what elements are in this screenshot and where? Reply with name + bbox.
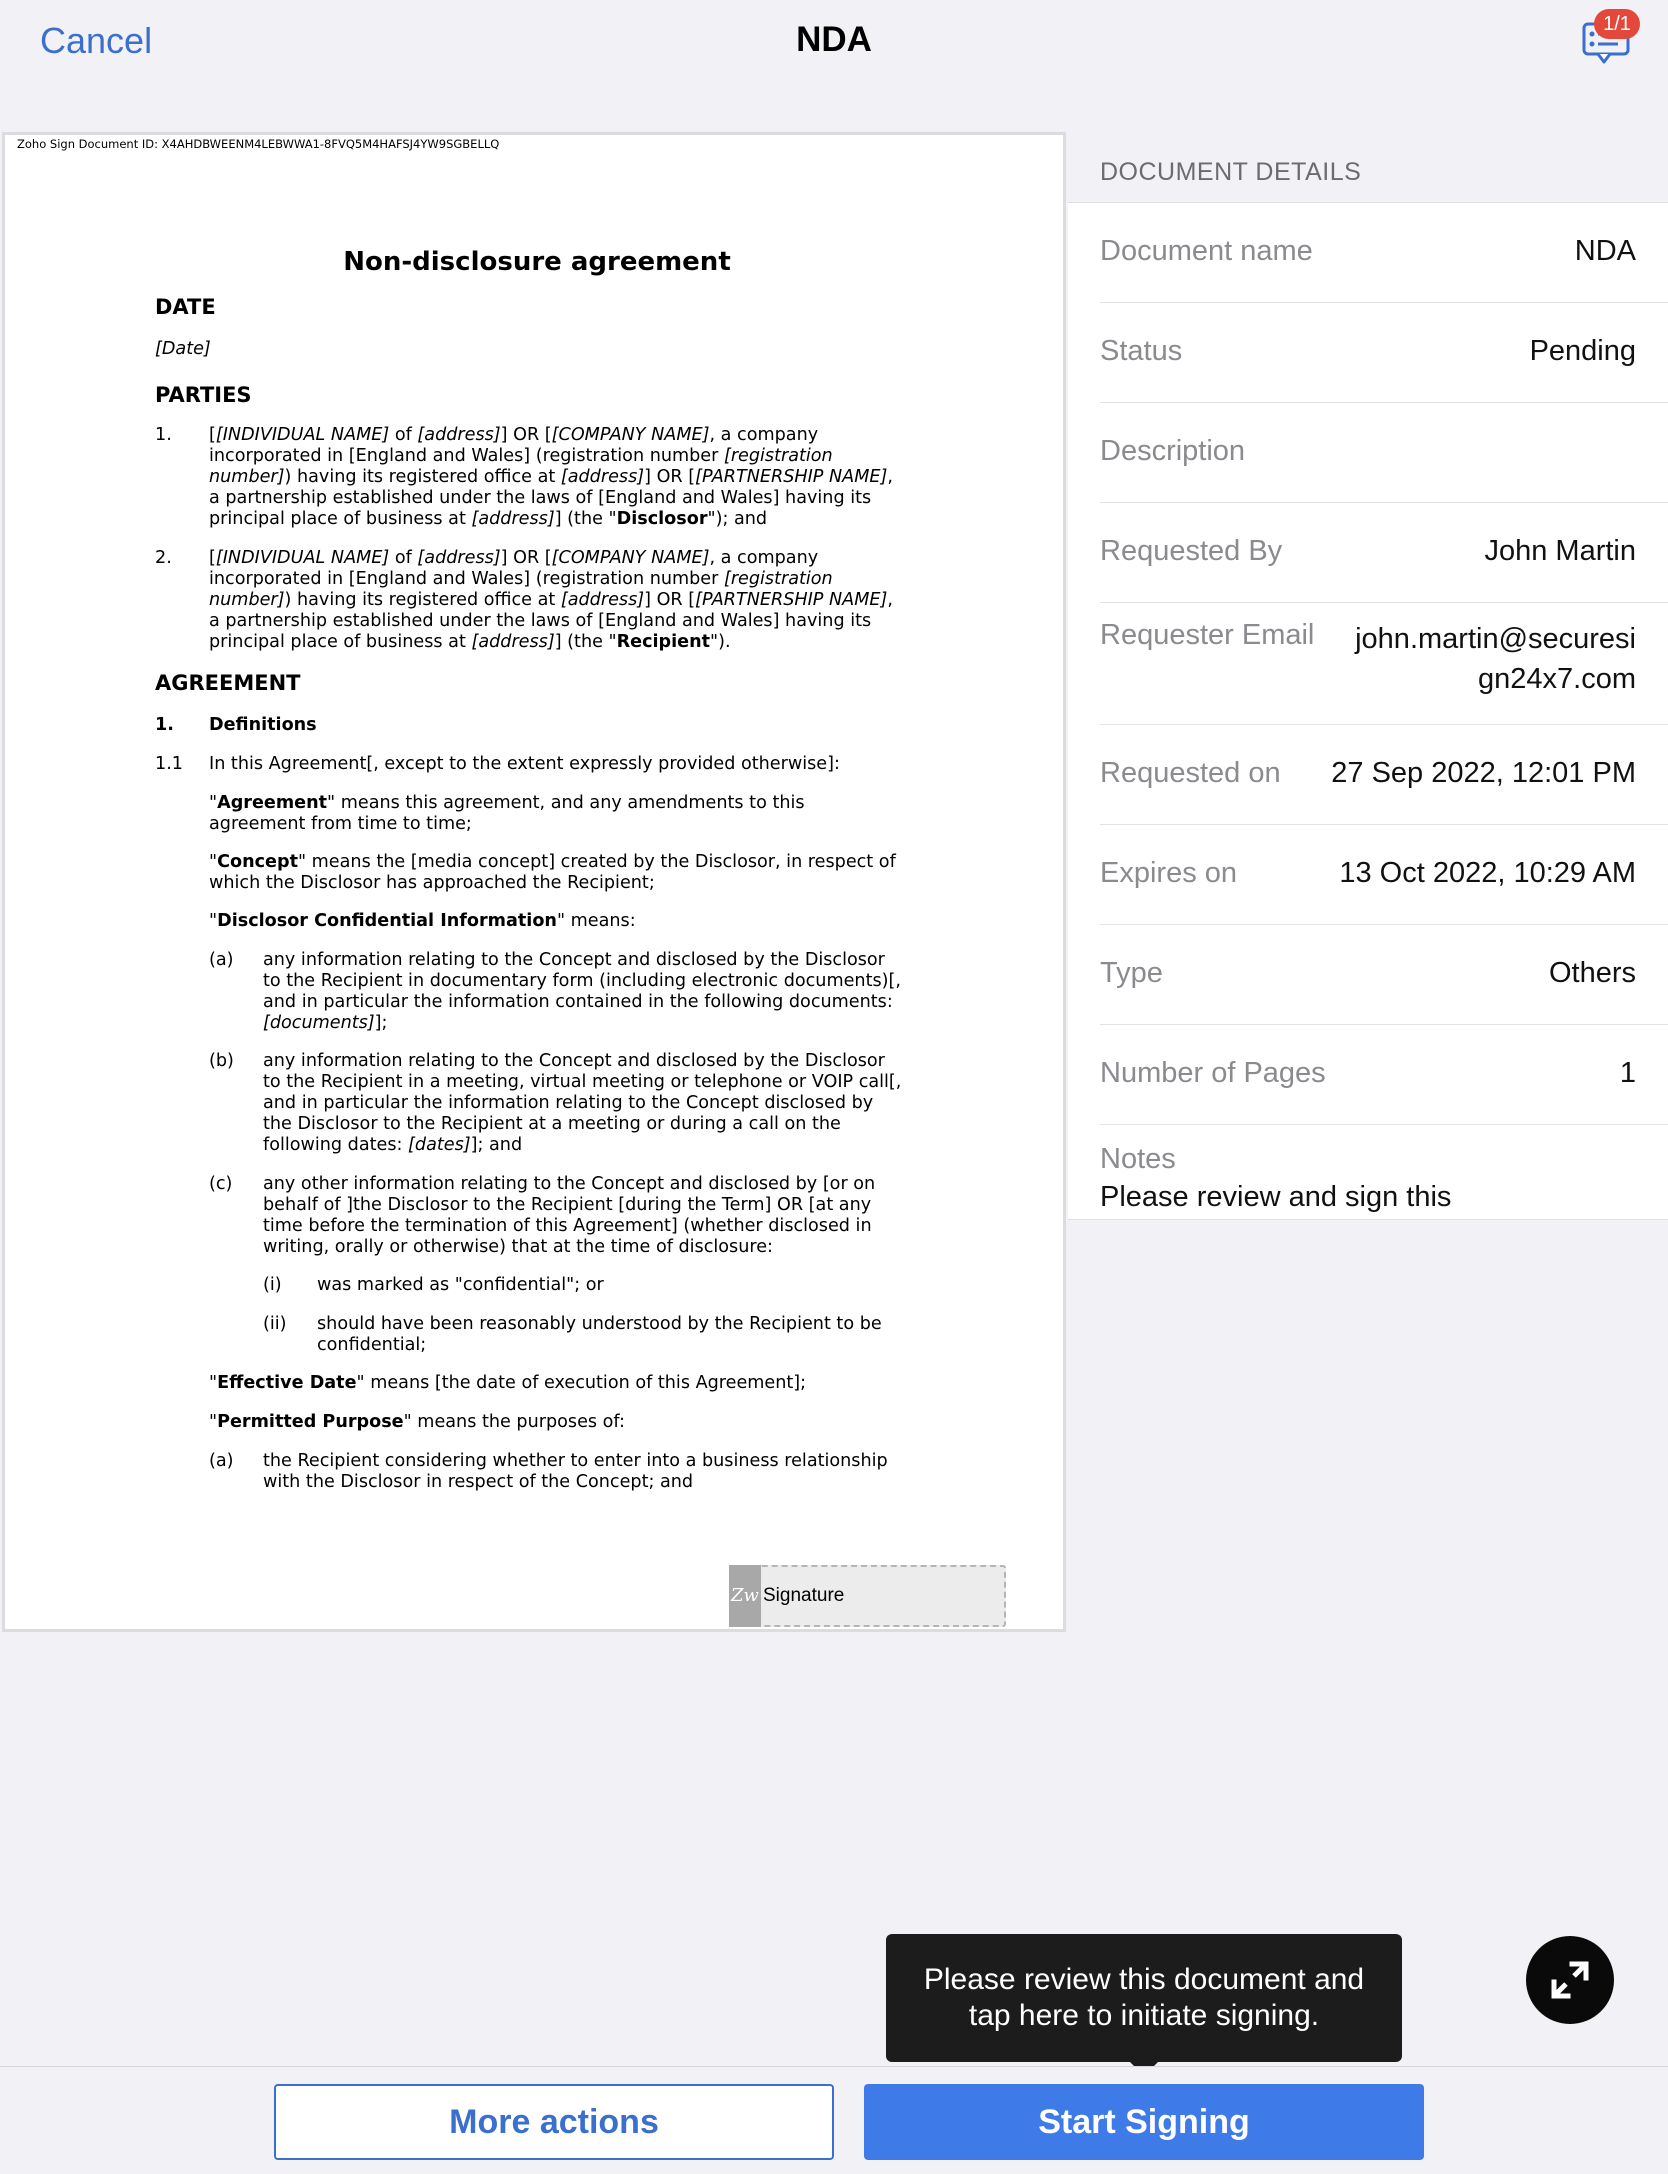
section-1-title: Definitions: [209, 715, 317, 735]
parties-heading: PARTIES: [155, 383, 252, 407]
detail-row-requested-by: [1100, 503, 1668, 603]
section-1-1-text: In this Agreement[, except to the extent expressly provided otherwise]:: [209, 754, 840, 774]
detail-row-notes: [1100, 1125, 1668, 1221]
detail-row-status: [1100, 303, 1668, 403]
detail-label: Document name: [1100, 235, 1313, 267]
item-c-text: any other information relating to the Concept and disclosed by [or on behalf of ]the Disclosor to the Recipient [during the Term] OR [at any time before the termination of this Agreement] (whether disclosed in writing, orally or otherwise) that at the time of disclosure:: [263, 1174, 876, 1257]
detail-label: Requested on: [1100, 757, 1281, 789]
date-value: [Date]: [155, 339, 211, 359]
definition-permitted-purpose: "Permitted Purpose" means the purposes of:: [209, 1412, 625, 1432]
detail-value: Pending: [1529, 335, 1636, 367]
detail-value: 27 Sep 2022, 12:01 PM: [1331, 757, 1636, 789]
detail-row-type: [1100, 925, 1668, 1025]
purpose-item-a-number: (a): [209, 1451, 234, 1471]
definition-agreement: "Agreement" means this agreement, and any amendments to this agreement from time to time;: [209, 793, 805, 834]
detail-value: 13 Oct 2022, 10:29 AM: [1339, 857, 1636, 889]
purpose-item-a-text: the Recipient considering whether to enter into a business relationship with the Disclosor in respect of the Concept; and: [263, 1451, 888, 1492]
signature-field-label: Signature: [763, 1585, 845, 1606]
detail-value: NDA: [1574, 235, 1636, 267]
party-1-number: 1.: [155, 425, 172, 445]
detail-row-requester-email: [1100, 603, 1668, 725]
document-viewer[interactable]: [0, 92, 1068, 1640]
item-i-number: (i): [263, 1275, 282, 1295]
document-id: Zoho Sign Document ID: X4AHDBWEENM4LEBWWA1-8FVQ5M4HAFSJ4YW9SGBELLQ: [17, 137, 500, 151]
tooltip-line-1: Please review this document and: [923, 1963, 1365, 1996]
notification-badge: 1/1: [1594, 9, 1640, 39]
detail-label: Type: [1100, 957, 1163, 989]
definition-effective-date: "Effective Date" means [the date of execution of this Agreement];: [209, 1373, 807, 1393]
detail-value: John Martin: [1484, 535, 1636, 567]
definition-confidential-info: "Disclosor Confidential Information" means:: [209, 911, 636, 931]
signature-field-icon: Zw: [729, 1565, 761, 1627]
fullscreen-button[interactable]: [1526, 1936, 1614, 2024]
cancel-button[interactable]: Cancel: [40, 20, 153, 61]
signing-hint-tooltip: [886, 1934, 1402, 2062]
document-page[interactable]: [2, 132, 1066, 1632]
page-title: NDA: [796, 20, 872, 59]
definition-concept: "Concept" means the [media concept] created by the Disclosor, in respect of which the Disclosor has approached the Recipient;: [209, 852, 896, 893]
start-signing-button[interactable]: Start Signing: [864, 2084, 1424, 2160]
date-heading: DATE: [155, 295, 216, 319]
document-details-panel: [1068, 92, 1668, 1220]
item-i-text: was marked as "confidential"; or: [317, 1275, 604, 1295]
item-b-number: (b): [209, 1051, 234, 1071]
section-1-1-number: 1.1: [155, 754, 183, 774]
signature-field[interactable]: [729, 1565, 1006, 1627]
bottom-action-bar: [0, 2066, 1668, 2174]
detail-label: Status: [1100, 335, 1183, 367]
item-a-text: any information relating to the Concept and disclosed by the Disclosor to the Recipient in documentary form (including electronic documents)[, and in particular the information contained in the following documents: [documents]];: [263, 950, 901, 1033]
more-actions-button[interactable]: More actions: [274, 2084, 834, 2160]
detail-row-requested-on: [1100, 725, 1668, 825]
detail-label: Description: [1100, 435, 1246, 467]
tooltip-line-2: tap here to initiate signing.: [968, 1999, 1320, 2032]
item-b-text: any information relating to the Concept and disclosed by the Disclosor to the Recipient in a meeting, virtual meeting or telephone or VOIP call[, and in particular the information relating to the Concept disclosed by the Disclosor to the Recipient at a meeting or during a call on the following dates: [dates]]; and: [263, 1051, 902, 1155]
detail-value: 1: [1619, 1057, 1636, 1089]
notes-value: Please review and sign this: [1100, 1181, 1452, 1213]
item-c-number: (c): [209, 1174, 233, 1194]
detail-row-description: [1100, 403, 1668, 503]
detail-row-number-of-pages: [1100, 1025, 1668, 1125]
top-navigation-bar: [0, 0, 1668, 82]
document-details-list: [1068, 202, 1668, 1220]
section-1-number: 1.: [155, 715, 174, 735]
detail-label: Requested By: [1100, 535, 1283, 567]
item-a-number: (a): [209, 950, 234, 970]
notes-label: Notes: [1100, 1143, 1176, 1175]
detail-value: Others: [1548, 957, 1636, 989]
detail-label: Number of Pages: [1100, 1057, 1326, 1089]
page-title-container: [0, 20, 1668, 60]
document-title: Non-disclosure agreement: [343, 247, 731, 277]
party-2-text: [[INDIVIDUAL NAME] of [address]] OR [[COMPANY NAME], a company incorporated in [England and Wales] (registration number [registration number]) having its registered office at [address]] OR [[PARTNERSHIP NAME], a partnership established under the laws of [England and Wales] having its principal place of business at [address]] (the "Recipient").: [209, 548, 893, 652]
detail-row-expires-on: [1100, 825, 1668, 925]
party-2-number: 2.: [155, 548, 172, 568]
detail-row-document-name: [1100, 203, 1668, 303]
expand-icon: [1548, 1958, 1592, 2002]
detail-label: Requester Email: [1100, 619, 1315, 651]
detail-value: john.martin@securesi gn24x7.com: [1355, 623, 1636, 695]
agreement-heading: AGREEMENT: [155, 671, 301, 695]
detail-label: Expires on: [1100, 857, 1238, 889]
party-1-text: [[INDIVIDUAL NAME] of [address]] OR [[COMPANY NAME], a company incorporated in [England and Wales] (registration number [registration number]) having its registered office at [address]] OR [[PARTNERSHIP NAME], a partnership established under the laws of [England and Wales] having its principal place of business at [address]] (the "Disclosor"); and: [209, 425, 893, 529]
document-details-header: DOCUMENT DETAILS: [1100, 158, 1362, 186]
item-ii-text: should have been reasonably understood by the Recipient to be confidential;: [317, 1314, 882, 1355]
item-ii-number: (ii): [263, 1314, 287, 1334]
